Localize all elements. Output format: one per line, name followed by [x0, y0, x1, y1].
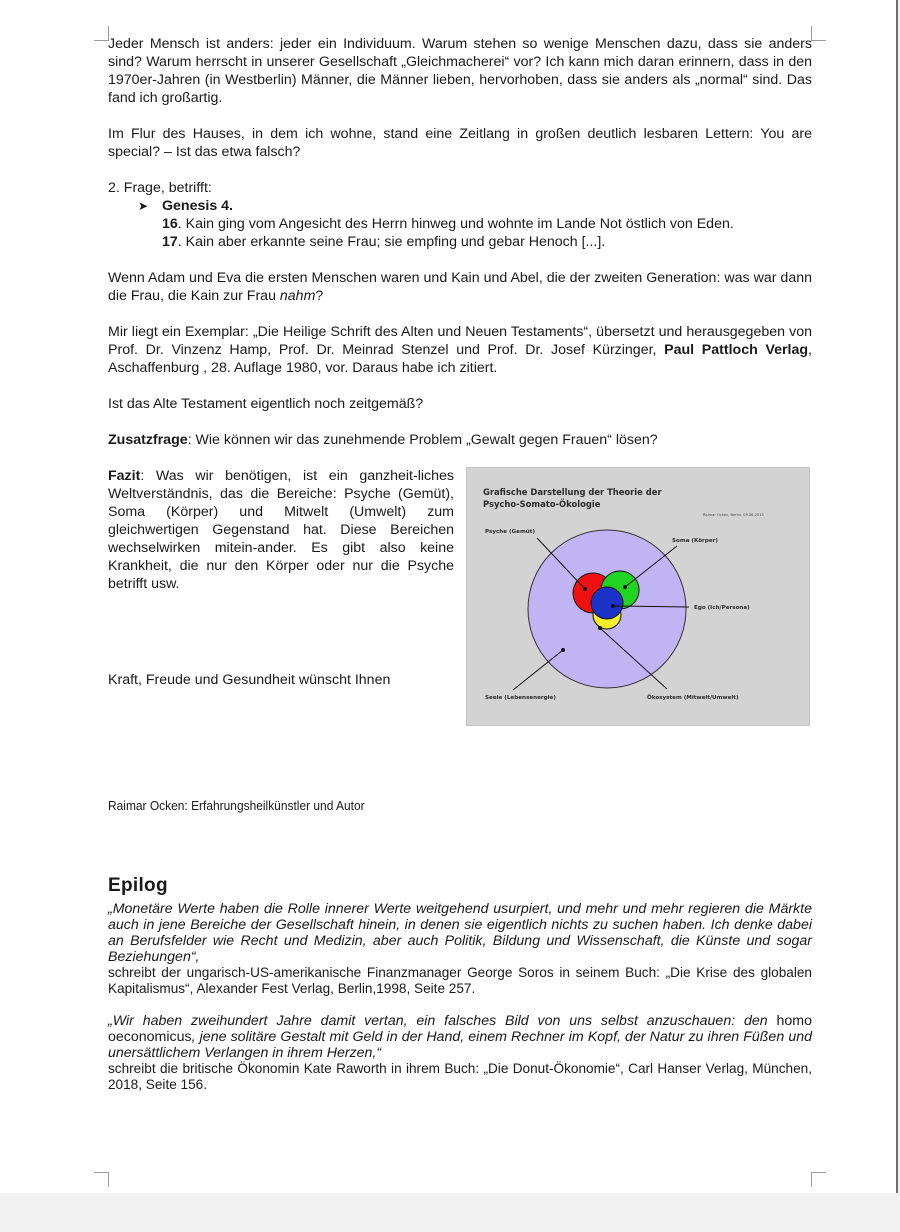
- adam-eva-text: Wenn Adam und Eva die ersten Menschen waren und Kain und Abel, die der zweiten Generation: was war dann die Frau, die Kain zur Frau: [108, 270, 812, 304]
- page-content: [108, 35, 812, 1093]
- raworth-quote-part1: „Wir haben zweihundert Jahre damit vertan, ein falsches Bild von uns selbst anzuschauen: den: [108, 1013, 777, 1029]
- publisher-name: Paul Pattloch Verlag: [664, 342, 809, 358]
- verse-16-text: . Kain ging vom Angesicht des Herrn hinweg und wohnte im Lande Not östlich von Eden.: [177, 216, 734, 232]
- blue-circle-ego: [591, 587, 623, 619]
- epilog-heading[interactable]: Epilog: [108, 875, 168, 896]
- raworth-quote-term: homo oeconomicus: [108, 1013, 812, 1045]
- epilog-source-raworth[interactable]: schreibt die britische Ökonomin Kate Raworth in ihrem Buch: „Die Donut-Ökonomie“, Carl Hanser Verlag, München, 2018, Seite 156.: [108, 1061, 812, 1092]
- adam-eva-emphasis: nahm: [279, 288, 316, 304]
- diagram-title-line1: Grafische Darstellung der Theorie der: [483, 487, 662, 497]
- paragraph-zusatzfrage[interactable]: [108, 431, 812, 449]
- fazit-section: [108, 467, 812, 797]
- seele-pointer-line: [513, 650, 563, 690]
- psycho-somato-diagram[interactable]: [466, 467, 810, 726]
- raworth-quote-part2: , jene solitäre Gestalt mit Geld in der Hand, einem Rechner im Kopf, der Natur zu ihren Füßen und unersättlichem Verlangen in ihrem Herzen,“: [108, 1029, 812, 1061]
- label-oeko: Ökosystem (Mitwelt/Umwelt): [647, 695, 739, 701]
- paragraph-flur[interactable]: Im Flur des Hauses, in dem ich wohne, stand eine Zeitlang in großen deutlich lesbaren Lettern: You are special? – Ist das etwa falsch?: [108, 126, 812, 160]
- verse-16-number: 16: [162, 216, 178, 232]
- verse-17[interactable]: [162, 233, 734, 251]
- label-seele: Seele (Lebensenergie): [485, 695, 556, 701]
- page-corner-mark: [811, 26, 826, 41]
- arrow-bullet-icon: ➤: [138, 199, 149, 213]
- epilog-source-soros[interactable]: schreibt der ungarisch-US-amerikanische Finanzmanager George Soros in seinem Buch: „Die Krise des globalen Kapitalismus“, Alexander Fest Verlag, Berlin,1998, Seite 257.: [108, 965, 812, 996]
- ego-pointer-dot: [612, 605, 615, 608]
- page-corner-mark: [94, 26, 109, 41]
- paragraph-fazit[interactable]: [108, 467, 454, 593]
- soma-pointer-dot: [624, 586, 627, 589]
- paragraph-adam-eva[interactable]: [108, 269, 812, 305]
- exemplar-end: , Aschaffenburg , 28. Auflage 1980, vor. Daraus habe ich zitiert.: [108, 342, 812, 376]
- window-edge-line: [896, 0, 898, 1193]
- paragraph-individuum[interactable]: Jeder Mensch ist anders: jeder ein Individuum. Warum stehen so wenige Menschen dazu, dass sie anders sind? Warum herrscht in unserer Gesellschaft „Gleichmacherei“ vor? Ich kann mich daran erinnern, dass in den 1970er-Jahren (in Westberlin) Männer, die Männer lieben, hervorhoben, dass sie anders als „normal“ sind. Das fand ich großartig.: [108, 36, 812, 106]
- psyche-pointer-dot: [584, 588, 587, 591]
- diagram-title-line2: Psycho-Somato-Ökologie: [483, 499, 601, 509]
- epilog-quote-soros[interactable]: „Monetäre Werte haben die Rolle innerer Werte weitgehend usurpiert, und mehr und mehr regieren die Märkte auch in jene Bereiche der Gesellschaft hinein, in denen sie eigentlich nichts zu suchen haben. Ich denke dabei an Berufsfelder wie Recht und Medizin, aber auch Politik, Bildung und Wissenschaft, die Künste und sogar Beziehungen“,: [108, 901, 812, 965]
- bible-quote-list: [138, 197, 812, 251]
- diagram-credit: Raimar Ocken, Berlin, 09.06.2015: [703, 513, 764, 517]
- zusatzfrage-label: Zusatzfrage: [108, 432, 188, 448]
- paragraph-exemplar[interactable]: [108, 323, 812, 377]
- verse-16[interactable]: [162, 215, 734, 233]
- zusatzfrage-text: : Wie können wir das zunehmende Problem „Gewalt gegen Frauen“ lösen?: [187, 432, 658, 448]
- paragraph-zeitgemaess[interactable]: Ist das Alte Testament eigentlich noch zeitgemäß?: [108, 396, 424, 412]
- greeting-line[interactable]: Kraft, Freude und Gesundheit wünscht Ihnen: [108, 672, 391, 688]
- verse-17-number: 17: [162, 234, 178, 250]
- diagram-svg: [467, 468, 809, 725]
- author-line[interactable]: Raimar Ocken: Erfahrungsheilkünstler und Autor: [108, 798, 365, 813]
- seele-pointer-dot: [562, 649, 565, 652]
- oeko-pointer-dot: [599, 627, 602, 630]
- frage-2-block: [108, 179, 812, 251]
- verse-17-text: . Kain aber erkannte seine Frau; sie empfing und gebar Henoch [...].: [177, 234, 606, 250]
- page-corner-mark: [811, 1172, 826, 1187]
- page-corner-mark: [94, 1172, 109, 1187]
- adam-eva-end: ?: [315, 288, 324, 304]
- fazit-text: : Was wir benötigen, ist ein ganzheit-liches Weltverständnis, das die Bereiche: Psyche (Gemüt), Soma (Körper) und Mitwelt (Umwelt) zum gleichwertigen Gegenstand hat. Diese Bereichen wechselwirken mitein-ander. Es gibt also keine Krankheit, die nur den Körper oder nur die Psyche betrifft usw.: [108, 468, 454, 592]
- epilog-quote-raworth[interactable]: [108, 1013, 812, 1061]
- label-soma: Soma (Körper): [672, 538, 718, 544]
- label-psyche: Psyche (Gemüt): [485, 529, 535, 535]
- bible-quote-item: [138, 197, 812, 251]
- bible-book-title[interactable]: Genesis 4.: [162, 198, 233, 214]
- label-ego: Ego (Ich/Persona): [694, 605, 750, 611]
- frage-2-intro[interactable]: 2. Frage, betrifft:: [108, 180, 212, 196]
- fazit-label: Fazit: [108, 468, 141, 484]
- exemplar-text: Mir liegt ein Exemplar: „Die Heilige Schrift des Alten und Neuen Testaments“, übersetzt und herausgegeben von Prof. Dr. Vinzenz Hamp, Prof. Dr. Meinrad Stenzel und Prof. Dr. Josef Kürzinger,: [108, 324, 812, 358]
